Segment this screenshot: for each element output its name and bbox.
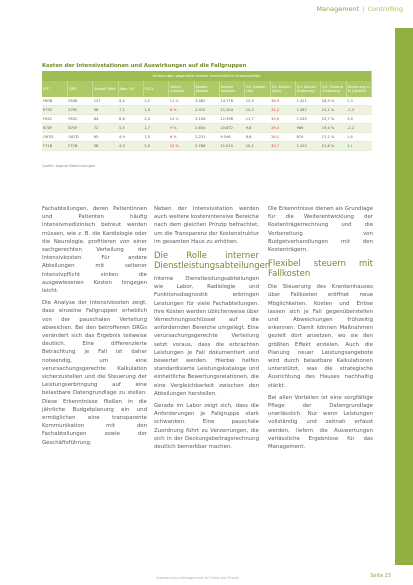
table-cell: F60B <box>67 97 92 106</box>
column-header: Erl. Gesamt Änderung <box>321 81 346 97</box>
table-cell: B70F <box>42 124 67 133</box>
table-cell: 14.776 <box>219 97 244 106</box>
text-column-1 <box>42 205 147 451</box>
table-cell: G67D <box>42 133 67 142</box>
table-cell: F71B <box>67 142 92 151</box>
table-cell: 1.087 <box>295 106 320 115</box>
table-cell: 11 % <box>169 97 194 106</box>
paragraph: Bei allen Vorteilen ist eine sorgfältige Pflege der Datengrundlage unerlässlich. Nur wenn Leistungen vollständig und zeitnah erfasst werden, liefern die Auswertungen verlässliche Ergebnisse für das Management. <box>268 394 373 451</box>
table-header-row <box>42 81 372 97</box>
table-cell: 9,4 <box>118 97 143 106</box>
table-cell: 14 % <box>169 115 194 124</box>
table-cell: 2.915 <box>194 106 219 115</box>
table-row <box>42 142 372 151</box>
table-cell: 2,2 <box>143 97 168 106</box>
column-header: Erl. Kosten (neu) <box>270 81 295 97</box>
table-row <box>42 106 372 115</box>
page-footer: Krankenhaus-Management im Fokus der Praxis <box>156 576 239 580</box>
table-container <box>42 71 372 151</box>
page-number: Seite 23 <box>370 573 391 579</box>
table-cell: 12,9 <box>245 97 270 106</box>
column-header: DRG <box>67 81 92 97</box>
table-cell: -2,2 <box>346 124 371 133</box>
table-note: Quelle: eigene Berechnungen <box>42 164 96 168</box>
table-cell: 28,9 % <box>321 97 346 106</box>
table-cell: 19,4 % <box>321 124 346 133</box>
table-cell: 10,1 <box>245 142 270 151</box>
table-cell: 12 % <box>169 142 194 151</box>
table-cell: 9 % <box>169 124 194 133</box>
table-cell: F62C <box>42 115 67 124</box>
table-cell: 2,0 <box>143 142 168 151</box>
table-cell: 11.015 <box>219 142 244 151</box>
table-title: Kosten der Intensivstationen und Auswirkungen auf die Fallgruppen <box>42 63 247 69</box>
table-cell: F60B <box>42 97 67 106</box>
data-table <box>42 71 372 151</box>
column-header: Kosten Intensiv <box>219 81 244 97</box>
table-cell: 10,3 <box>245 106 270 115</box>
table-cell: 72 <box>93 124 118 133</box>
column-header: Erl. Kosten (ist) <box>245 81 270 97</box>
table-cell: 8 % <box>169 106 194 115</box>
paragraph: Die Steuerung des Krankenhauses über Fallkosten eröffnet neue Möglichkeiten. Kosten und Erlöse lassen sich je Fall gegenüberstellen und Abweichungen frühzeitig erkennen. Damit können Maßnahmen gezielt dort ansetzen, wo sie den größten Effekt erzielen. Auch die Planung neuer Leistungsangebote wird durch belastbare Kalkulationen unterstützt, was die strategische Ausrichtung des Hauses nachhaltig stärkt. <box>268 284 373 389</box>
table-cell: 11.204 <box>219 106 244 115</box>
column-header: Anzahl Fälle <box>93 81 118 97</box>
table-cell: 22,1 % <box>321 106 346 115</box>
table-cell: 26,1 <box>270 133 295 142</box>
sidebar-color-bar <box>395 28 413 565</box>
table-cell: 127 <box>93 97 118 106</box>
table-cell: G67D <box>67 133 92 142</box>
table-cell: 30,7 <box>270 142 295 151</box>
table-cell: 11,7 <box>245 115 270 124</box>
table-cell: 38,9 <box>270 97 295 106</box>
table-cell: 12.398 <box>219 115 244 124</box>
paragraph: Die Erkenntnisse dienen als Grundlage für die Weiterentwicklung der Kostenträgerrechnung und die Vorbereitung von Budgetverhandlungen mit den Kostenträgern. <box>268 206 373 254</box>
table-cell: 96 <box>93 106 118 115</box>
paragraph: Gerade im Labor zeigt sich, dass die Anforderungen je Fallgruppe stark schwanken. Eine pauschale Zuordnung führt zu Verzerrungen, die sich in der Deckungsbeitragsrechnung deutlich bemerkbar machen. <box>154 403 259 451</box>
table-cell: 9.546 <box>219 133 244 142</box>
table-cell: 58 <box>93 142 118 151</box>
table-super-header: Änderungen gegenüber Kosten einschließlich Intensivpflege <box>42 71 372 81</box>
table-cell: 1,7 <box>143 124 168 133</box>
page-header <box>316 5 403 13</box>
table-cell: 2.231 <box>194 133 219 142</box>
section-heading: Flexibel steuern mit Fallkosten <box>268 259 373 280</box>
table-cell: 3.106 <box>194 115 219 124</box>
table-cell: 1,9 <box>143 106 168 115</box>
table-cell: 6 % <box>169 133 194 142</box>
table-cell: 9,8 <box>245 124 270 133</box>
table-cell: 8,6 <box>245 133 270 142</box>
table-cell: 5,5 <box>118 124 143 133</box>
table-cell: 4,1 <box>346 142 371 151</box>
table-cell: 6,8 <box>118 115 143 124</box>
table-cell: 84 <box>93 115 118 124</box>
table-cell: F62C <box>67 115 92 124</box>
table-cell: 1,6 <box>346 133 371 142</box>
table-cell: 29,4 <box>270 124 295 133</box>
table-cell: F71B <box>42 142 67 151</box>
table-body <box>42 97 372 151</box>
column-header: Erl. Kosten Änderung <box>295 81 320 97</box>
table-cell: B70F <box>67 124 92 133</box>
table-cell: 17,2 % <box>321 133 346 142</box>
column-header: Änderung in % (relativ) <box>346 81 371 97</box>
column-header: Abw. HV <box>118 81 143 97</box>
header-section: Controlling <box>367 5 403 13</box>
table-cell: 1.321 <box>295 97 320 106</box>
table-cell: 3,8 <box>346 115 371 124</box>
table-cell: 1.245 <box>295 115 320 124</box>
paragraph: Fachabteilungen, deren Patientinnen und Patienten häufig intensivmedizinisch betreut werden müssen, wie z. B. die Kardiologie oder die Neurologie, profitieren von einer sachgerechten Verteilung der Intensivkosten. Für andere Abteilungen mit seltener Intensivpflicht sinken die ausgewiesenen Kosten hingegen leicht. <box>42 206 147 295</box>
table-cell: 4,3 <box>118 142 143 151</box>
table-row <box>42 133 372 142</box>
table-row <box>42 115 372 124</box>
table-row <box>42 97 372 106</box>
table-cell: 35,6 <box>270 115 295 124</box>
text-column-2 <box>154 205 271 455</box>
table-cell: E79C <box>67 106 92 115</box>
column-header: ATC <box>42 81 67 97</box>
text-column-3 <box>268 205 373 455</box>
table-cell: 65 <box>93 133 118 142</box>
table-cell: 2,4 <box>143 115 168 124</box>
table-cell: 1.102 <box>295 142 320 151</box>
table-cell: 2.654 <box>194 124 219 133</box>
table-cell: 7,1 <box>118 106 143 115</box>
table-cell: 874 <box>295 133 320 142</box>
column-header: Kosten Station <box>194 81 219 97</box>
table-cell: 10.872 <box>219 124 244 133</box>
header-separator: | <box>362 5 365 13</box>
table-cell: -1,4 <box>346 106 371 115</box>
paragraph: Interne Dienstleistungsabteilungen wie Labor, Radiologie und Funktionsdiagnostik erbringen Leistungen für viele Fachabteilungen. Ihre Kosten werden üblicherweise über Verrechnungsschlüssel auf die anfordernden Bereiche umgelegt. Eine verursachungsgerechte Verteilung setzt voraus, dass die erbrachten Leistungen je Fall dokumentiert und bewertet werden. Hierbei helfen standardisierte Leistungskataloge und einheitliche Bewertungsrelationen, die eine Vergleichbarkeit zwischen den Abteilungen herstellen. <box>154 276 259 397</box>
table-cell: 3.482 <box>194 97 219 106</box>
table-cell: 4,9 <box>118 133 143 142</box>
paragraph: Die Analyse der Intensivkosten zeigt, dass einzelne Fallgruppen erheblich von der pauschalen Verteilung abweichen. Bei den betroffenen DRGs verändert sich das Ergebnis teilweise deutlich. Eine differenzierte Betrachtung je Fall ist daher notwendig, um eine verursachungsgerechte Kalkulation sicherzustellen und die Steuerung der Leistungserbringung auf eine belastbare Datengrundlage zu stellen. Diese Erkenntnisse fließen in die jährliche Budgetplanung ein und ermöglichen eine transparente Kommunikation mit den Fachabteilungen sowie der Geschäftsführung. <box>42 300 147 446</box>
table-cell: 2,9 <box>346 97 371 106</box>
table-cell: 1,5 <box>143 133 168 142</box>
table-row <box>42 124 372 133</box>
column-header: Anteil Intensiv <box>169 81 194 97</box>
table-cell: 2.788 <box>194 142 219 151</box>
column-header: PCCL <box>143 81 168 97</box>
section-heading: Die Rolle interner Dienstleistungsabteilungen <box>154 251 271 272</box>
header-title: Management <box>316 5 360 13</box>
table-cell: 25,7 % <box>321 115 346 124</box>
table-cell: E79C <box>42 106 67 115</box>
table-cell: 986 <box>295 124 320 133</box>
table-cell: 21,8 % <box>321 142 346 151</box>
paragraph: Neben der Intensivstation werden auch weitere kostenintensive Bereiche nach dem gleichen Prinzip betrachtet, um die Transparenz der Kostenstruktur im gesamten Haus zu erhöhen. <box>154 206 259 245</box>
table-cell: 31,2 <box>270 106 295 115</box>
